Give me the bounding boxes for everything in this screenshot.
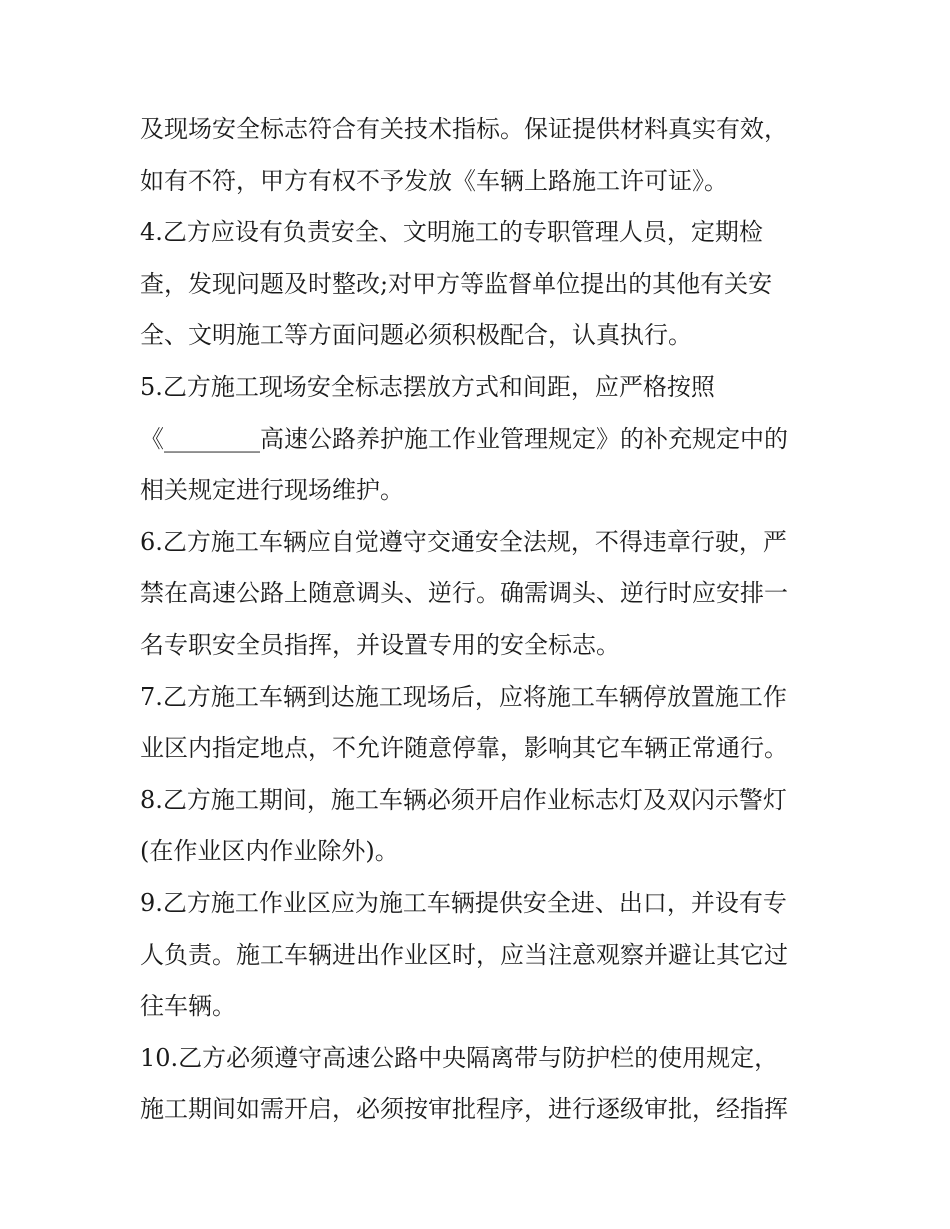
text-line-7: 《________高速公路养护施工作业管理规定》的补充规定中的 <box>140 424 788 453</box>
text-line-12: 7.乙方施工车辆到达施工现场后，应将施工车辆停放置施工作 <box>140 682 787 711</box>
text-line-14: 8.乙方施工期间，施工车辆必须开启作业标志灯及双闪示警灯 <box>140 785 787 814</box>
text-line-18: 往车辆。 <box>140 992 236 1021</box>
text-line-8: 相关规定进行现场维护。 <box>140 476 404 505</box>
text-line-15: (在作业区内作业除外)。 <box>140 837 399 866</box>
text-line-19: 10.乙方必须遵守高速公路中央隔离带与防护栏的使用规定， <box>140 1043 779 1072</box>
text-line-2: 如有不符，甲方有权不予发放《车辆上路施工许可证》。 <box>140 166 728 195</box>
text-line-16: 9.乙方施工作业区应为施工车辆提供安全进、出口，并设有专 <box>140 888 787 917</box>
text-line-5: 全、文明施工等方面问题必须积极配合，认真执行。 <box>140 321 692 350</box>
text-line-17: 人负责。施工车辆进出作业区时，应当注意观察并避让其它过 <box>140 940 788 969</box>
text-line-1: 及现场安全标志符合有关技术指标。保证提供材料真实有效， <box>140 115 788 143</box>
text-line-4: 查，发现问题及时整改;对甲方等监督单位提出的其他有关安 <box>140 269 773 298</box>
text-line-9: 6.乙方施工车辆应自觉遵守交通安全法规，不得违章行驶，严 <box>140 527 787 556</box>
body-text <box>140 104 830 1136</box>
text-line-6: 5.乙方施工现场安全标志摆放方式和间距，应严格按照 <box>140 372 715 401</box>
text-line-13: 业区内指定地点，不允许随意停靠，影响其它车辆正常通行。 <box>140 734 788 763</box>
text-line-11: 名专职安全员指挥，并设置专用的安全标志。 <box>140 630 620 659</box>
text-line-3: 4.乙方应设有负责安全、文明施工的专职管理人员，定期检 <box>140 218 763 247</box>
text-line-10: 禁在高速公路上随意调头、逆行。确需调头、逆行时应安排一 <box>140 579 788 608</box>
text-line-20: 施工期间如需开启，必须按审批程序，进行逐级审批，经指挥 <box>140 1095 788 1124</box>
